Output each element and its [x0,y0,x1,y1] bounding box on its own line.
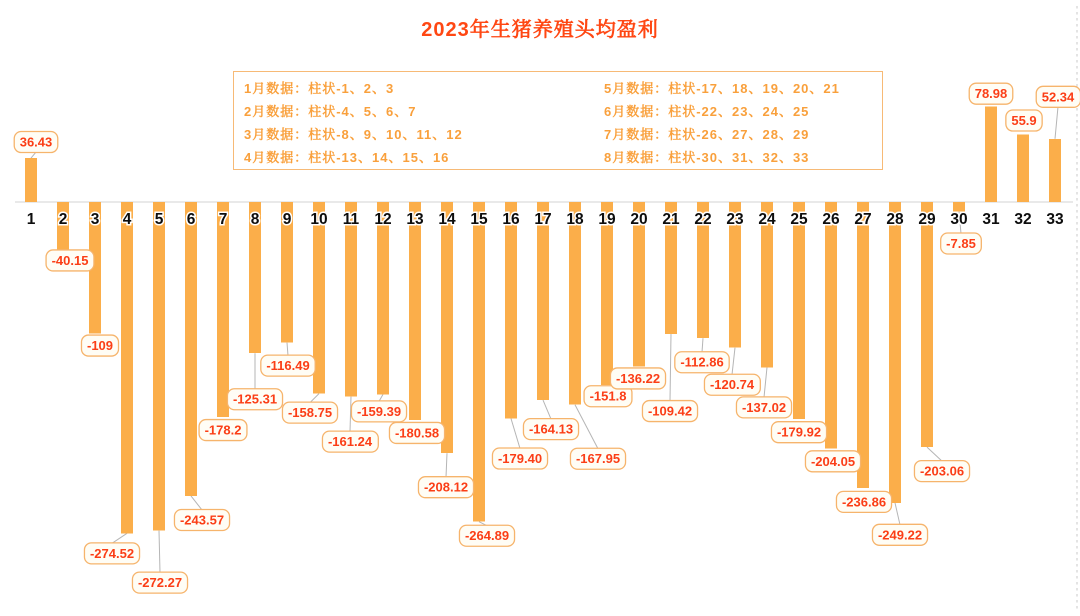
bar-value-label: -116.49 [266,358,310,374]
x-tick-label: 29 [918,211,936,228]
bar-19 [601,202,613,385]
bar-value-label: -158.75 [287,405,333,421]
bar-value-label: -264.89 [464,528,510,544]
leader-line [670,334,671,401]
bar-value-label: -178.2 [204,422,242,438]
leader-line [927,447,942,461]
leader-line [446,453,447,477]
x-tick-label: 10 [310,211,328,228]
bar-value-label: -208.12 [423,479,469,495]
bar-value-label: -161.24 [327,434,373,450]
x-tick-label: 9 [282,211,292,228]
x-tick-label: 21 [662,211,680,228]
legend-line: 3月数据：柱状-8、9、10、11、12 [244,127,463,142]
bar-28 [889,202,901,503]
leader-line [702,338,703,352]
bar-14 [441,202,453,453]
x-tick-label: 5 [154,211,164,228]
x-tick-label: 19 [598,211,616,228]
x-tick-label: 22 [694,211,712,228]
bar-value-label: -179.92 [776,424,822,440]
x-tick-label: 3 [90,211,100,228]
x-tick-label: 20 [630,211,648,228]
leader-line [895,503,900,525]
bar-value-label: -164.13 [528,421,574,437]
legend-box [233,71,883,170]
x-tick-label: 31 [982,211,1000,228]
bar-15 [473,202,485,522]
bar-26 [825,202,837,448]
leader-line [287,343,288,356]
x-tick-label: 7 [218,211,228,228]
bar-value-label: -167.95 [575,451,621,467]
bar-18 [569,202,581,405]
x-tick-label: 23 [726,211,744,228]
x-tick-label: 33 [1046,211,1064,228]
legend-line: 7月数据：柱状-26、27、28、29 [604,127,810,142]
x-tick-label: 8 [250,211,260,228]
bar-value-label: -112.86 [680,354,724,370]
bar-value-label: -159.39 [356,403,402,419]
x-tick-label: 32 [1014,211,1032,228]
bar-value-label: 78.98 [974,86,1008,102]
x-tick-label: 30 [950,211,968,228]
bar-value-label: -204.05 [810,453,856,469]
bar-6 [185,202,197,496]
x-tick-label: 12 [374,211,392,228]
legend-column-left [234,72,594,169]
x-tick-label: 4 [122,211,132,228]
bar-27 [857,202,869,488]
bar-value-label: -151.8 [589,388,627,404]
bar-value-label: -109 [86,338,114,354]
x-tick-label: 2 [58,211,68,228]
leader-line [191,496,202,510]
bar-4 [121,202,133,533]
bar-value-label: -180.58 [394,425,440,441]
bar-13 [409,202,421,420]
bar-value-label: -109.42 [647,403,693,419]
legend-line: 8月数据：柱状-30、31、32、33 [604,150,810,165]
legend-line: 1月数据：柱状-1、2、3 [244,81,395,96]
bar-value-label: -272.27 [137,575,183,591]
x-tick-label: 24 [758,211,776,228]
x-tick-label: 26 [822,211,840,228]
x-tick-label: 17 [534,211,552,228]
bar-17 [537,202,549,400]
leader-line [764,367,767,397]
legend-line: 4月数据：柱状-13、14、15、16 [244,150,450,165]
bar-value-label: 36.43 [19,134,53,150]
x-tick-label: 16 [502,211,520,228]
x-tick-label: 11 [342,211,360,228]
bar-value-label: -40.15 [51,252,89,268]
x-tick-label: 1 [26,211,36,228]
bar-33 [1049,139,1061,202]
bar-7 [217,202,229,417]
legend-column-right [594,72,882,169]
x-tick-label: 13 [406,211,424,228]
x-tick-label: 28 [886,211,904,228]
bar-value-label: -120.74 [709,377,755,393]
bar-value-label: 52.34 [1041,89,1075,105]
bar-16 [505,202,517,419]
leader-line [511,419,520,449]
bar-value-label: 55.9 [1011,113,1037,129]
bar-value-label: -136.22 [615,370,661,386]
bar-value-label: -249.22 [877,527,923,543]
x-tick-label: 25 [790,211,808,228]
leader-line [1055,107,1058,139]
bar-value-label: -7.85 [946,235,976,251]
legend-line: 6月数据：柱状-22、23、24、25 [604,104,810,119]
bar-value-label: -274.52 [89,545,135,561]
x-tick-label: 18 [566,211,584,228]
legend-line: 5月数据：柱状-17、18、19、20、21 [604,81,840,96]
leader-line [310,394,319,403]
leader-line [112,533,127,543]
bar-value-label: -236.86 [841,494,887,510]
bar-12 [377,202,389,394]
bar-32 [1017,135,1029,202]
bar-value-label: -137.02 [741,399,787,415]
bar-5 [153,202,165,531]
bar-1 [25,158,37,202]
bar-29 [921,202,933,447]
legend-line: 2月数据：柱状-4、5、6、7 [244,104,417,119]
bar-value-label: -179.40 [497,451,543,467]
bar-value-label: -203.06 [919,463,965,479]
chart-title: 2023年生猪养殖头均盈利 [421,19,659,41]
bar-25 [793,202,805,419]
x-tick-label: 27 [854,211,872,228]
x-tick-label: 14 [438,211,456,228]
bar-31 [985,107,997,202]
leader-line [732,348,735,375]
x-tick-label: 6 [186,211,196,228]
bar-11 [345,202,357,397]
x-tick-label: 15 [470,211,488,228]
leader-line [543,400,551,419]
leader-line [159,531,160,573]
bar-value-label: -125.31 [232,391,278,407]
bar-value-label: -243.57 [179,512,225,528]
